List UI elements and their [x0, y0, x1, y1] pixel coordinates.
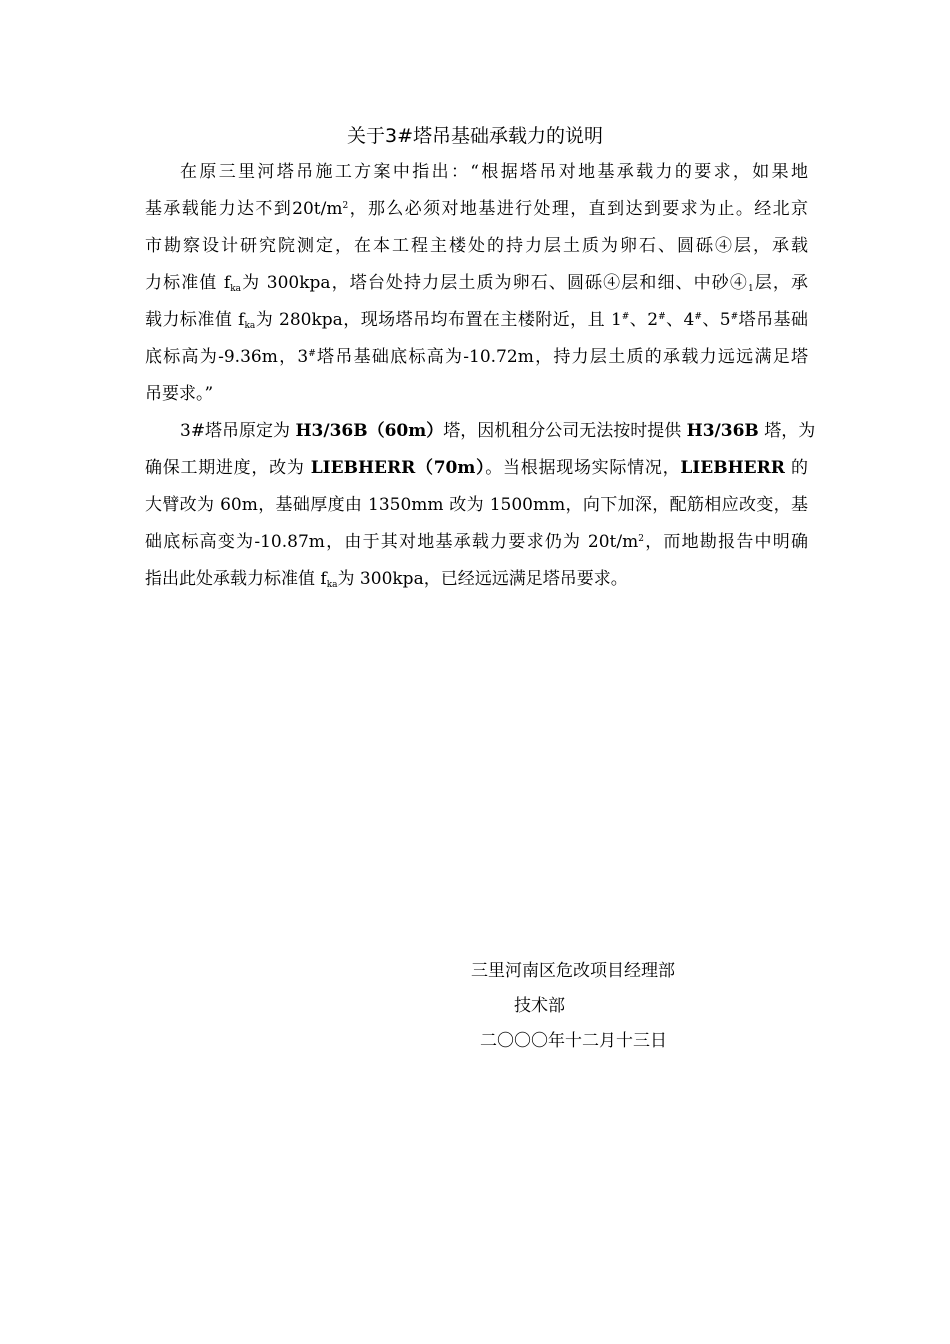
- paragraph-2-line-2: 确保工期进度，改为 LIEBHERR（70m）。当根据现场实际情况，LIEBHERR 的: [145, 458, 808, 478]
- paragraph-1-line-4: 力标准值 $f_{ka}$为 300kpa，塔台处持力层土质为卵石、圆砾④层和细、中砂$④_1$层，承: [145, 273, 809, 294]
- paragraph-1-line-1: 在原三里河塔吊施工方案中指出：“根据塔吊对地基承载力的要求，如果地: [180, 162, 808, 182]
- signature-department: 技术部: [514, 996, 565, 1016]
- document-title: 关于3#塔吊基础承载力的说明: [346, 125, 603, 147]
- paragraph-2-line-4: 础底标高变为-10.87m，由于其对地基承载力要求仍为 $20t/m^2$，而地勘报告中明确: [145, 532, 809, 552]
- paragraph-2-line-3: 大臂改为 60m，基础厚度由 1350mm 改为 1500mm，向下加深，配筋相应改变，基: [145, 495, 808, 515]
- signature-organization: 三里河南区危改项目经理部: [471, 961, 675, 981]
- signature-date: 二〇〇〇年十二月十三日: [480, 1031, 667, 1051]
- paragraph-1-line-2: 基承载能力达不到$20t/m^2$，那么必须对地基进行处理，直到达到要求为止。经北京: [145, 199, 808, 219]
- paragraph-1-line-3: 市勘察设计研究院测定，在本工程主楼处的持力层土质为卵石、圆砾④层，承载: [145, 236, 808, 256]
- paragraph-1-line-7: 吊要求。”: [145, 384, 214, 404]
- paragraph-2-line-1: 3#塔吊原定为 H3/36B（60m）塔，因机租分公司无法按时提供 H3/36B 塔，为: [180, 421, 816, 441]
- paragraph-1-line-6: 底标高为-9.36m，3#塔吊基础底标高为-10.72m，持力层土质的承载力远远满足塔: [145, 347, 808, 367]
- paragraph-1-line-5: 载力标准值 $f_{ka}$为 280kpa，现场塔吊均布置在主楼附近，且 1#、2#、4#、5#塔吊基础: [145, 310, 808, 331]
- paragraph-2-line-5: 指出此处承载力标准值 $f_{ka}$为 300kpa，已经远远满足塔吊要求。: [145, 569, 628, 590]
